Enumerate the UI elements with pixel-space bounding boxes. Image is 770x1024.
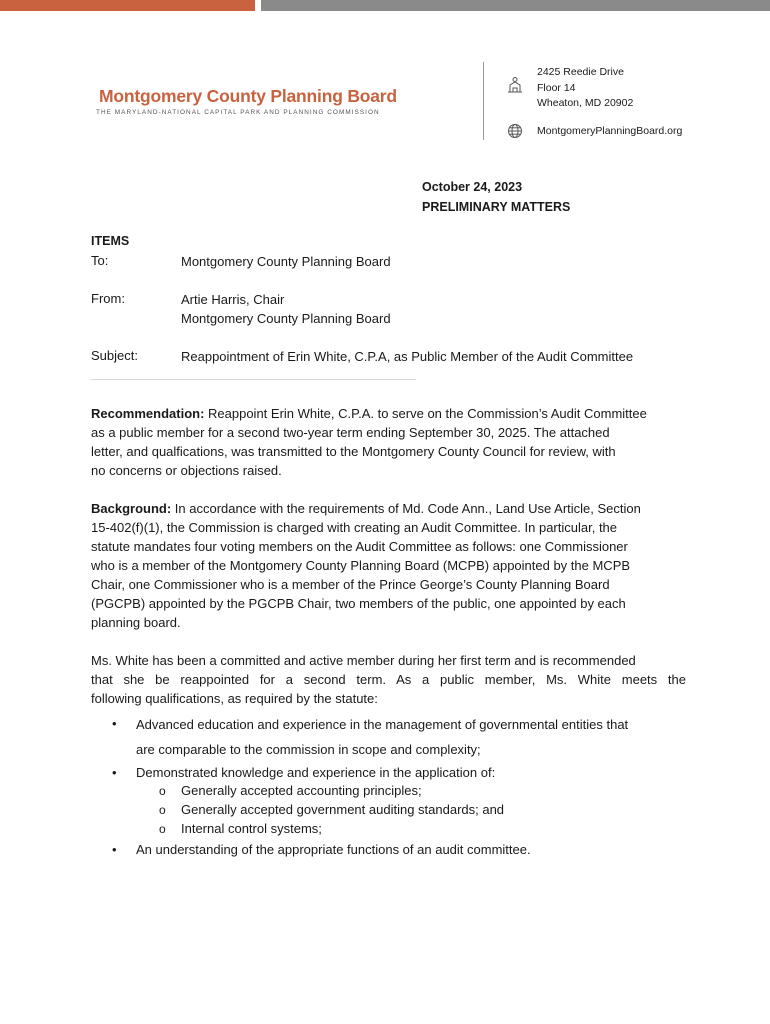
globe-icon bbox=[507, 123, 523, 139]
from-label: From: bbox=[91, 291, 125, 306]
qualifications-line-1: Ms. White has been a committed and active member during her first term and is recommended bbox=[91, 653, 636, 668]
website-link[interactable]: MontgomeryPlanningBoard.org bbox=[537, 125, 683, 137]
background-line-2: 15-402(f)(1), the Commission is charged with creating an Audit Committee. In particular, the bbox=[91, 520, 618, 535]
logo-name: Montgomery County Planning Board bbox=[99, 86, 397, 106]
recommendation-paragraph bbox=[91, 404, 686, 480]
background-text-1: In accordance with the requirements of Md. Code Ann., Land Use Article, Section bbox=[171, 501, 641, 516]
document-date: October 24, 2023 bbox=[422, 180, 523, 194]
sub-bullet-item-3: Internal control systems; bbox=[181, 821, 322, 836]
background-line-3: statute mandates four voting members on the Audit Committee as follows: one Commissioner bbox=[91, 539, 628, 554]
recommendation-label: Recommendation: bbox=[91, 406, 205, 421]
sub-bullet-item-2: Generally accepted government auditing standards; and bbox=[181, 802, 505, 817]
recommendation-line-4: no concerns or objections raised. bbox=[91, 463, 282, 478]
address-line-3: Wheaton, MD 20902 bbox=[537, 97, 634, 109]
background-line-5: Chair, one Commissioner who is a member of the Prince George’s County Planning Board bbox=[91, 577, 610, 592]
recommendation-line-2: as a public member for a second two-year term ending September 30, 2025. The attached bbox=[91, 425, 610, 440]
building-icon bbox=[506, 76, 524, 94]
bullet-item-1 bbox=[136, 712, 696, 762]
background-line-7: planning board. bbox=[91, 615, 181, 630]
background-paragraph bbox=[91, 499, 686, 632]
from-value-line-2: Montgomery County Planning Board bbox=[181, 311, 391, 326]
qualifications-line-3: following qualifications, as required by the statute: bbox=[91, 691, 378, 706]
logo-subtitle: THE MARYLAND-NATIONAL CAPITAL PARK AND PLANNING COMMISSION bbox=[96, 109, 380, 116]
from-value-line-1: Artie Harris, Chair bbox=[181, 292, 285, 307]
date-block bbox=[422, 178, 570, 217]
recommendation-line-3: letter, and qualfications, was transmitted to the Montgomery County Council for review, with bbox=[91, 444, 616, 459]
section-title: PRELIMINARY MATTERS bbox=[422, 199, 571, 214]
bullet-marker: • bbox=[112, 765, 117, 780]
background-label: Background: bbox=[91, 501, 172, 516]
top-accent-bar-orange bbox=[0, 0, 255, 11]
background-line-4: who is a member of the Montgomery County Planning Board (MCPB) appointed by the MCPB bbox=[91, 558, 631, 573]
bullet-marker: • bbox=[112, 842, 117, 857]
address-line-2: Floor 14 bbox=[537, 81, 576, 94]
sub-bullet-item-1: Generally accepted accounting principles; bbox=[181, 783, 422, 798]
qualifications-line-2: that she be reappointed for a second term. As a public member, Ms. White meets the bbox=[91, 672, 686, 687]
bullet-item-2: Demonstrated knowledge and experience in the application of: bbox=[136, 765, 496, 780]
sub-bullet-marker: o bbox=[159, 784, 166, 798]
to-label: To: bbox=[91, 253, 109, 268]
address-line-1: 2425 Reedie Drive bbox=[537, 66, 624, 78]
bullet-item-1-line-1: Advanced education and experience in the management of governmental entities that bbox=[136, 717, 629, 732]
background-line-1 bbox=[91, 499, 686, 518]
subject-value: Reappointment of Erin White, C.P.A, as Public Member of the Audit Committee bbox=[181, 349, 634, 364]
recommendation-text-1: Reappoint Erin White, C.P.A. to serve on the Commission’s Audit Committee bbox=[204, 406, 647, 421]
bullet-item-1-line-2: are comparable to the commission in scope and complexity; bbox=[136, 742, 481, 757]
subject-label: Subject: bbox=[91, 348, 138, 363]
sub-bullet-marker: o bbox=[159, 822, 166, 836]
recommendation-line-1 bbox=[91, 404, 686, 423]
from-value bbox=[181, 290, 391, 328]
to-value: Montgomery County Planning Board bbox=[181, 254, 391, 269]
header-divider bbox=[483, 62, 484, 140]
address bbox=[537, 65, 633, 112]
memo-divider bbox=[91, 379, 416, 380]
logo bbox=[96, 86, 396, 116]
top-accent-bar-gray bbox=[261, 0, 770, 11]
background-line-6: (PGCPB) appointed by the PGCPB Chair, two members of the public, one appointed by each bbox=[91, 596, 626, 611]
sub-bullet-marker: o bbox=[159, 803, 166, 817]
bullet-item-3: An understanding of the appropriate functions of an audit committee. bbox=[136, 842, 531, 857]
bullet-marker: • bbox=[112, 716, 117, 731]
items-heading: ITEMS bbox=[91, 234, 130, 248]
qualifications-paragraph bbox=[91, 651, 686, 708]
